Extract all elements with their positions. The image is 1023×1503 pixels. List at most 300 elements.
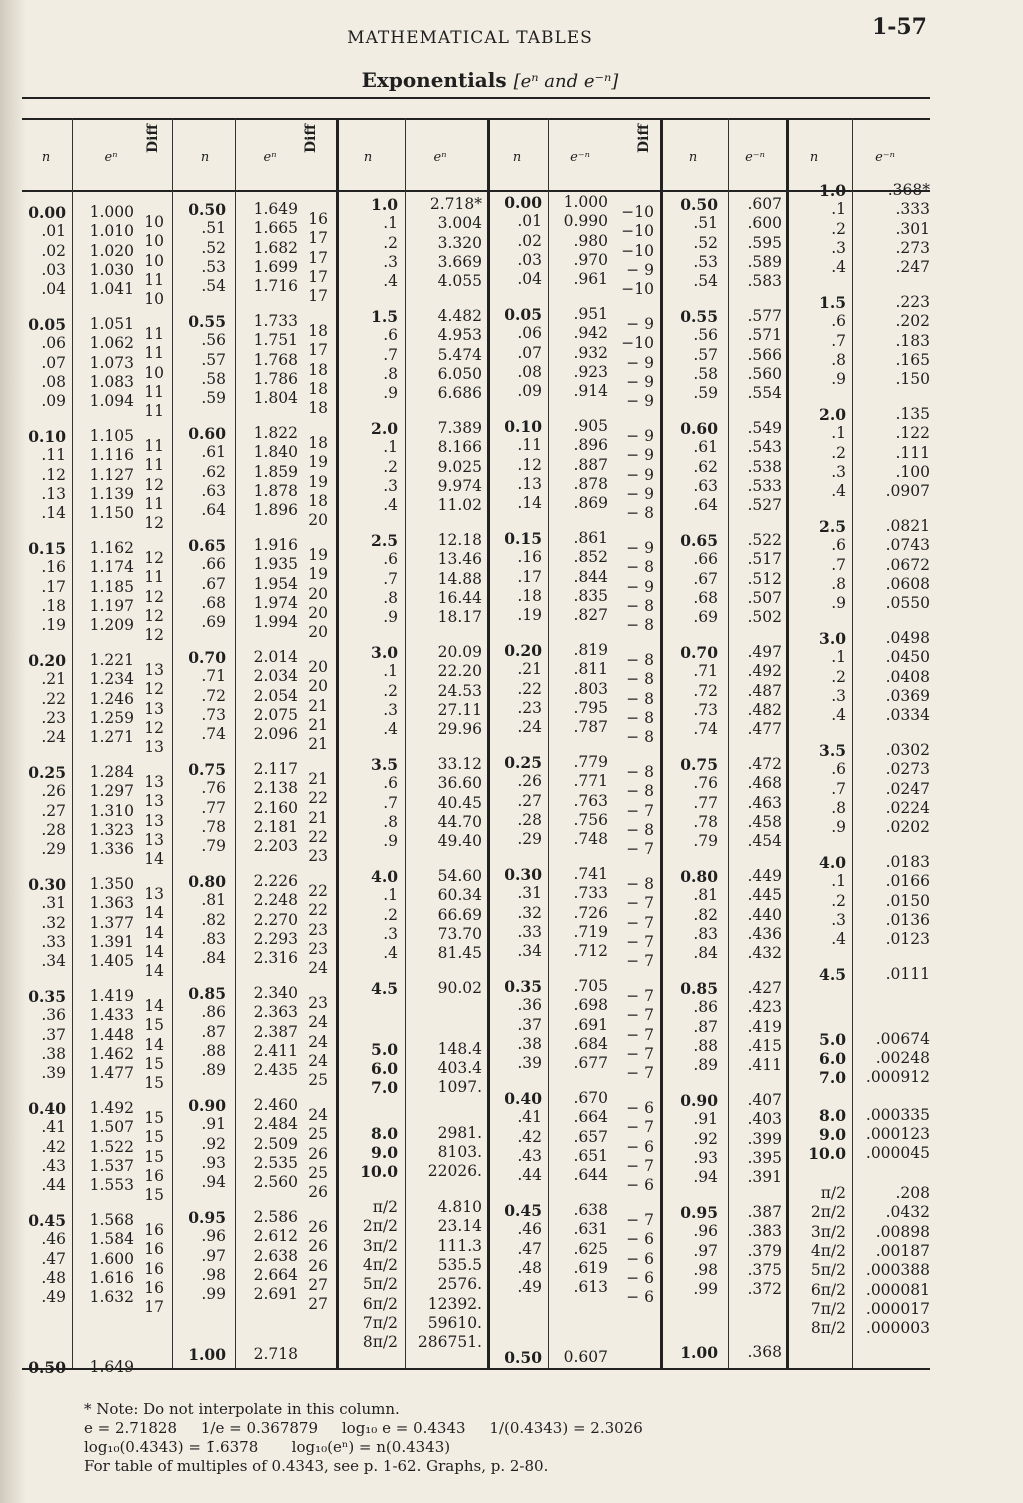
diff-value: − 7 xyxy=(626,952,654,970)
en-value: 1.994 xyxy=(253,613,298,631)
emn-value: .379 xyxy=(747,1242,782,1260)
en-value: 1.174 xyxy=(89,558,134,576)
n-cell: .92 xyxy=(201,1135,226,1153)
emn-value: .698 xyxy=(573,996,608,1014)
diff-value: 17 xyxy=(308,229,328,247)
n-cell: .7 xyxy=(383,794,398,812)
n-cell: .9 xyxy=(383,832,398,850)
en-value: 12.18 xyxy=(437,531,482,549)
en-value: 1.492 xyxy=(89,1099,134,1117)
n-cell: .1 xyxy=(383,662,398,680)
emn-value: .533 xyxy=(747,477,782,495)
n-cell: 0.85 xyxy=(680,979,718,998)
diff-value: 17 xyxy=(308,287,328,305)
diff-value: 14 xyxy=(144,850,164,868)
n-cell: 9.0 xyxy=(819,1125,846,1144)
n-cell: .68 xyxy=(693,589,718,607)
diff-value: 20 xyxy=(308,677,328,695)
en-value: 1.310 xyxy=(89,802,134,820)
diff-value: 14 xyxy=(144,924,164,942)
emn-value: .951 xyxy=(573,305,608,323)
diff-value: 21 xyxy=(308,735,328,753)
diff-value: − 8 xyxy=(626,597,654,615)
en-value: 1.323 xyxy=(89,821,134,839)
n-cell: .28 xyxy=(517,811,542,829)
en-value: 22026. xyxy=(427,1162,482,1180)
diff-value: 24 xyxy=(308,1106,328,1124)
n-cell: .58 xyxy=(201,370,226,388)
emn-value: .273 xyxy=(895,239,930,257)
en-value: 1.699 xyxy=(253,258,298,276)
n-cell: .1 xyxy=(831,648,846,666)
en-value: 403.4 xyxy=(437,1059,482,1077)
n-cell: 10.0 xyxy=(360,1162,398,1181)
n-cell: .01 xyxy=(517,212,542,230)
column-divider xyxy=(172,118,173,1368)
n-cell: 0.80 xyxy=(680,867,718,886)
diff-value: 15 xyxy=(144,1186,164,1204)
n-cell: .44 xyxy=(517,1166,542,1184)
emn-value: .595 xyxy=(747,234,782,252)
n-cell: .94 xyxy=(201,1173,226,1191)
emn-value: .657 xyxy=(573,1128,608,1146)
n-cell: .59 xyxy=(201,389,226,407)
n-cell: .1 xyxy=(383,438,398,456)
n-cell: .91 xyxy=(201,1115,226,1133)
n-cell: .28 xyxy=(41,821,66,839)
diff-value: 16 xyxy=(144,1260,164,1278)
n-cell: .74 xyxy=(693,720,718,738)
en-value: 111.3 xyxy=(437,1237,482,1255)
en-value: 1097. xyxy=(437,1078,482,1096)
n-cell: .96 xyxy=(693,1222,718,1240)
n-cell: .68 xyxy=(201,594,226,612)
n-cell: .6 xyxy=(831,312,846,330)
emn-value: .869 xyxy=(573,494,608,512)
emn-value: .896 xyxy=(573,436,608,454)
n-cell: .3 xyxy=(831,911,846,929)
diff-value: 14 xyxy=(144,943,164,961)
diff-value: 20 xyxy=(308,658,328,676)
n-cell: .26 xyxy=(517,772,542,790)
n-cell: .17 xyxy=(517,568,542,586)
emn-value: .0408 xyxy=(885,668,930,686)
n-cell: .63 xyxy=(201,482,226,500)
en-value: 4.810 xyxy=(437,1198,482,1216)
n-cell: 4.5 xyxy=(819,965,846,984)
n-cell: 0.60 xyxy=(680,419,718,438)
n-cell: .96 xyxy=(201,1227,226,1245)
emn-value: .684 xyxy=(573,1035,608,1053)
diff-value: − 7 xyxy=(626,802,654,820)
en-value: 1.553 xyxy=(89,1176,134,1194)
n-cell: 0.65 xyxy=(188,536,226,555)
column-divider xyxy=(728,118,729,1368)
n-cell: .4 xyxy=(383,272,398,290)
en-value: 9.974 xyxy=(437,477,482,495)
emn-value: 0.607 xyxy=(563,1348,608,1366)
n-cell: .92 xyxy=(693,1130,718,1148)
en-value: 1.768 xyxy=(253,351,298,369)
emn-value: .748 xyxy=(573,830,608,848)
header-emn: e⁻ⁿ xyxy=(570,150,590,165)
diff-value: 12 xyxy=(144,680,164,698)
emn-value: .000081 xyxy=(865,1281,930,1299)
n-cell: .18 xyxy=(517,587,542,605)
emn-value: .827 xyxy=(573,606,608,624)
diff-value: − 9 xyxy=(626,392,654,410)
n-cell: .31 xyxy=(517,884,542,902)
diff-value: − 7 xyxy=(626,987,654,1005)
emn-value: .779 xyxy=(573,753,608,771)
n-cell: .79 xyxy=(201,837,226,855)
diff-value: − 6 xyxy=(626,1269,654,1287)
n-cell: .2 xyxy=(383,458,398,476)
emn-value: .000335 xyxy=(865,1106,930,1124)
n-cell: .19 xyxy=(41,616,66,634)
n-cell: .51 xyxy=(201,219,226,237)
en-value: 1.221 xyxy=(89,651,134,669)
emn-value: .0247 xyxy=(885,780,930,798)
diff-value: 22 xyxy=(308,789,328,807)
en-value: 1.377 xyxy=(89,914,134,932)
n-cell: .89 xyxy=(201,1061,226,1079)
n-cell: .22 xyxy=(517,680,542,698)
diff-value: 17 xyxy=(308,249,328,267)
diff-value: − 6 xyxy=(626,1250,654,1268)
emn-value: .00248 xyxy=(875,1049,930,1067)
n-cell: .8 xyxy=(383,365,398,383)
emn-value: .135 xyxy=(895,405,930,423)
n-cell: .22 xyxy=(41,690,66,708)
n-cell: .93 xyxy=(201,1154,226,1172)
n-cell: .11 xyxy=(517,436,542,454)
emn-value: .670 xyxy=(573,1089,608,1107)
emn-value: .644 xyxy=(573,1166,608,1184)
emn-value: .482 xyxy=(747,701,782,719)
diff-value: − 9 xyxy=(626,373,654,391)
n-cell: 3π/2 xyxy=(362,1237,398,1255)
en-value: 4.055 xyxy=(437,272,482,290)
en-value: 4.953 xyxy=(437,326,482,344)
emn-value: .000912 xyxy=(865,1068,930,1086)
en-value: 1.041 xyxy=(89,280,134,298)
diff-value: − 7 xyxy=(626,1026,654,1044)
diff-value: 24 xyxy=(308,1052,328,1070)
n-cell: .09 xyxy=(41,392,66,410)
en-value: 23.14 xyxy=(437,1217,482,1235)
n-cell: .6 xyxy=(383,326,398,344)
n-cell: 0.25 xyxy=(504,753,542,772)
n-cell: 0.05 xyxy=(28,315,66,334)
en-value: 8.166 xyxy=(437,438,482,456)
n-cell: 4.0 xyxy=(371,867,398,886)
n-cell: 8π/2 xyxy=(810,1319,846,1337)
en-value: 2.718* xyxy=(429,195,482,213)
n-cell: 0.50 xyxy=(188,200,226,219)
n-cell: .87 xyxy=(693,1018,718,1036)
group-divider xyxy=(660,118,663,1368)
emn-value: .387 xyxy=(747,1203,782,1221)
emn-value: .543 xyxy=(747,438,782,456)
n-cell: .47 xyxy=(41,1250,66,1268)
n-cell: .4 xyxy=(831,482,846,500)
n-cell: .42 xyxy=(41,1138,66,1156)
n-cell: .7 xyxy=(831,332,846,350)
diff-value: 23 xyxy=(308,921,328,939)
diff-value: 19 xyxy=(308,565,328,583)
en-value: 1.600 xyxy=(89,1250,134,1268)
n-cell: .14 xyxy=(41,504,66,522)
running-title: MATHEMATICAL TABLES xyxy=(347,28,593,48)
diff-value: 15 xyxy=(144,1074,164,1092)
n-cell: .69 xyxy=(693,608,718,626)
n-cell: π/2 xyxy=(820,1184,846,1202)
n-cell: .2 xyxy=(831,220,846,238)
emn-value: .914 xyxy=(573,382,608,400)
en-value: 1.139 xyxy=(89,485,134,503)
emn-value: .0432 xyxy=(885,1203,930,1221)
n-cell: 10.0 xyxy=(808,1144,846,1163)
n-cell: .2 xyxy=(383,906,398,924)
en-value: 1.246 xyxy=(89,690,134,708)
n-cell: .32 xyxy=(41,914,66,932)
diff-value: − 9 xyxy=(626,578,654,596)
emn-value: .726 xyxy=(573,904,608,922)
en-value: 2.509 xyxy=(253,1135,298,1153)
emn-value: .502 xyxy=(747,608,782,626)
n-cell: .53 xyxy=(201,258,226,276)
diff-value: −10 xyxy=(621,203,654,221)
n-cell: 2π/2 xyxy=(810,1203,846,1221)
n-cell: .66 xyxy=(693,550,718,568)
en-value: 66.69 xyxy=(437,906,482,924)
n-cell: .01 xyxy=(41,222,66,240)
emn-value: .600 xyxy=(747,214,782,232)
n-cell: .86 xyxy=(693,998,718,1016)
diff-value: 15 xyxy=(144,1055,164,1073)
en-value: 2.293 xyxy=(253,930,298,948)
n-cell: .98 xyxy=(201,1266,226,1284)
emn-value: .407 xyxy=(747,1091,782,1109)
diff-value: 24 xyxy=(308,959,328,977)
n-cell: 0.40 xyxy=(504,1089,542,1108)
constant-inv-log-e: 1/(0.4343) = 2.3026 xyxy=(489,1419,643,1437)
n-cell: .11 xyxy=(41,446,66,464)
n-cell: .59 xyxy=(693,384,718,402)
diff-value: 11 xyxy=(144,437,164,455)
emn-value: .395 xyxy=(747,1149,782,1167)
en-value: 1.405 xyxy=(89,952,134,970)
en-value: 1.822 xyxy=(253,424,298,442)
emn-value: .887 xyxy=(573,456,608,474)
emn-value: .000003 xyxy=(865,1319,930,1337)
diff-value: 23 xyxy=(308,994,328,1012)
emn-value: .372 xyxy=(747,1280,782,1298)
n-cell: 0.55 xyxy=(188,312,226,331)
n-cell: .21 xyxy=(517,660,542,678)
n-cell: .2 xyxy=(383,682,398,700)
n-cell: 0.75 xyxy=(188,760,226,779)
n-cell: .99 xyxy=(693,1280,718,1298)
emn-value: .571 xyxy=(747,326,782,344)
en-value: 1.259 xyxy=(89,709,134,727)
en-value: 3.320 xyxy=(437,234,482,252)
emn-value: .677 xyxy=(573,1054,608,1072)
en-value: 1.083 xyxy=(89,373,134,391)
emn-value: .391 xyxy=(747,1168,782,1186)
n-cell: .26 xyxy=(41,782,66,800)
n-cell: .62 xyxy=(693,458,718,476)
en-value: 2.460 xyxy=(253,1096,298,1114)
n-cell: 3.5 xyxy=(371,755,398,774)
n-cell: .73 xyxy=(693,701,718,719)
n-cell: .8 xyxy=(831,351,846,369)
en-value: 1.896 xyxy=(253,501,298,519)
n-cell: 4π/2 xyxy=(362,1256,398,1274)
en-value: 2.096 xyxy=(253,725,298,743)
n-cell: .93 xyxy=(693,1149,718,1167)
emn-value: .538 xyxy=(747,458,782,476)
emn-value: .415 xyxy=(747,1037,782,1055)
n-cell: .49 xyxy=(41,1288,66,1306)
diff-value: 13 xyxy=(144,661,164,679)
n-cell: .71 xyxy=(201,667,226,685)
n-cell: 0.55 xyxy=(680,307,718,326)
n-cell: 5.0 xyxy=(819,1030,846,1049)
emn-value: .383 xyxy=(747,1222,782,1240)
footnote-line: * Note: Do not interpolate in this column. xyxy=(84,1400,400,1418)
n-cell: .07 xyxy=(41,354,66,372)
diff-value: 18 xyxy=(308,434,328,452)
diff-value: 11 xyxy=(144,383,164,401)
emn-value: .980 xyxy=(573,232,608,250)
n-cell: 6π/2 xyxy=(810,1281,846,1299)
table-title xyxy=(0,68,980,92)
en-value: 12392. xyxy=(427,1295,482,1313)
diff-value: 14 xyxy=(144,997,164,1015)
en-value: 1.234 xyxy=(89,670,134,688)
emn-value: .763 xyxy=(573,792,608,810)
en-value: 7.389 xyxy=(437,419,482,437)
constant-log-e: log₁₀ e = 0.4343 xyxy=(341,1419,466,1437)
n-cell: 3.0 xyxy=(819,629,846,648)
en-value: 44.70 xyxy=(437,813,482,831)
emn-value: 0.990 xyxy=(563,212,608,230)
diff-value: 11 xyxy=(144,344,164,362)
emn-value: .942 xyxy=(573,324,608,342)
n-cell: .61 xyxy=(693,438,718,456)
emn-value: 1.000 xyxy=(563,193,608,211)
diff-value: 18 xyxy=(308,361,328,379)
emn-value: .0743 xyxy=(885,536,930,554)
n-cell: .12 xyxy=(517,456,542,474)
diff-value: − 6 xyxy=(626,1288,654,1306)
n-cell: .38 xyxy=(41,1045,66,1063)
n-cell: .39 xyxy=(517,1054,542,1072)
n-cell: 8π/2 xyxy=(362,1333,398,1351)
emn-value: .202 xyxy=(895,312,930,330)
n-cell: .2 xyxy=(831,892,846,910)
diff-value: −10 xyxy=(621,280,654,298)
en-value: 1.840 xyxy=(253,443,298,461)
header-n: n xyxy=(688,150,698,165)
en-value: 1.477 xyxy=(89,1064,134,1082)
diff-value: 12 xyxy=(144,588,164,606)
n-cell: .18 xyxy=(41,597,66,615)
en-value: 2.411 xyxy=(253,1042,298,1060)
n-cell: .94 xyxy=(693,1168,718,1186)
diff-value: − 9 xyxy=(626,446,654,464)
diff-value: − 8 xyxy=(626,709,654,727)
n-cell: .27 xyxy=(517,792,542,810)
en-value: 1.649 xyxy=(253,200,298,218)
n-cell: .13 xyxy=(517,475,542,493)
emn-value: .664 xyxy=(573,1108,608,1126)
en-value: 29.96 xyxy=(437,720,482,738)
diff-value: 15 xyxy=(144,1016,164,1034)
page-gutter-shadow xyxy=(0,0,26,1503)
emn-value: .741 xyxy=(573,865,608,883)
en-value: 2.226 xyxy=(253,872,298,890)
column-divider xyxy=(405,118,406,1368)
n-cell: 0.70 xyxy=(680,643,718,662)
n-cell: 7.0 xyxy=(819,1068,846,1087)
n-cell: .4 xyxy=(383,944,398,962)
diff-value: 19 xyxy=(308,473,328,491)
n-cell: .16 xyxy=(41,558,66,576)
emn-value: .756 xyxy=(573,811,608,829)
diff-value: 14 xyxy=(144,962,164,980)
n-cell: .03 xyxy=(517,251,542,269)
n-cell: .3 xyxy=(831,687,846,705)
diff-value: 13 xyxy=(144,773,164,791)
n-cell: .6 xyxy=(383,550,398,568)
diff-value: − 9 xyxy=(626,485,654,503)
n-cell: .49 xyxy=(517,1278,542,1296)
en-value: 1.350 xyxy=(89,875,134,893)
emn-value: .638 xyxy=(573,1201,608,1219)
diff-value: − 7 xyxy=(626,894,654,912)
en-value: 1.954 xyxy=(253,575,298,593)
en-value: 11.02 xyxy=(437,496,482,514)
emn-value: .631 xyxy=(573,1220,608,1238)
n-cell: .33 xyxy=(41,933,66,951)
diff-value: − 7 xyxy=(626,1118,654,1136)
emn-value: .932 xyxy=(573,344,608,362)
en-value: 4.482 xyxy=(437,307,482,325)
log-rule: log₁₀(eⁿ) = n(0.4343) xyxy=(291,1438,451,1456)
header-en: eⁿ xyxy=(104,150,118,165)
diff-value: − 8 xyxy=(626,875,654,893)
n-cell: .24 xyxy=(41,728,66,746)
diff-value: 11 xyxy=(144,495,164,513)
n-cell: 1.5 xyxy=(371,307,398,326)
diff-value: − 8 xyxy=(626,728,654,746)
en-value: 2.612 xyxy=(253,1227,298,1245)
diff-value: 12 xyxy=(144,719,164,737)
header-n: n xyxy=(809,150,819,165)
en-value: 2.664 xyxy=(253,1266,298,1284)
emn-value: .423 xyxy=(747,998,782,1016)
emn-value: .463 xyxy=(747,794,782,812)
emn-value: .803 xyxy=(573,680,608,698)
emn-value: .0821 xyxy=(885,517,930,535)
n-cell: .98 xyxy=(693,1261,718,1279)
en-value: 2.363 xyxy=(253,1003,298,1021)
diff-value: 12 xyxy=(144,476,164,494)
n-cell: 0.25 xyxy=(28,763,66,782)
